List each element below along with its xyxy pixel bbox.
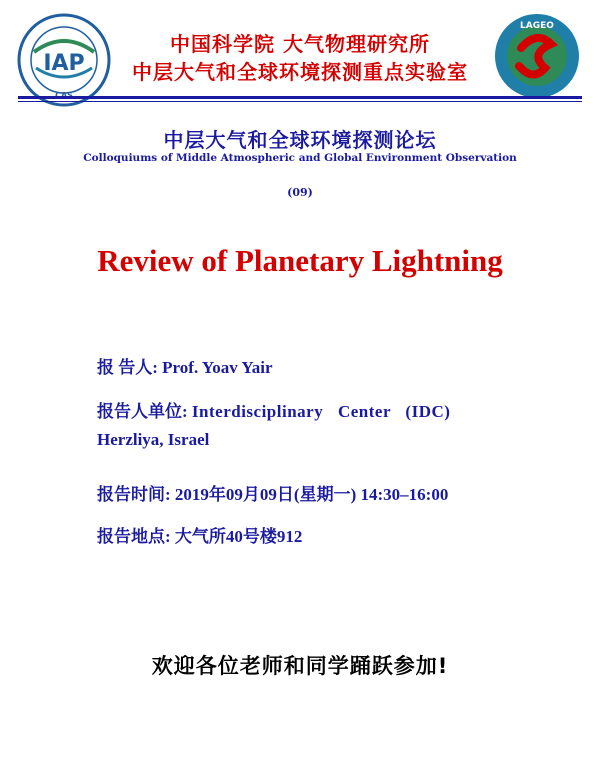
issue-number: (09) — [287, 186, 313, 199]
speaker-label: 报 告人: — [97, 358, 158, 377]
affiliation-value-line2: Herzliya, Israel — [97, 430, 210, 449]
time-value: 2019年09月09日(星期一) 14:30–16:00 — [174, 485, 449, 504]
header-divider — [18, 96, 582, 99]
time-label: 报告时间: — [97, 485, 171, 504]
welcome-message: 欢迎各位老师和同学踊跃参加! — [151, 654, 449, 678]
forum-title-cn: 中层大气和全球环境探测论坛 — [163, 128, 437, 152]
lageo-logo-text: LAGEO — [520, 21, 554, 31]
affiliation-label: 报告人单位: — [97, 402, 188, 421]
header-divider-thin — [18, 101, 582, 102]
speaker-row — [97, 353, 273, 378]
place-value: 大气所40号楼912 — [174, 527, 303, 546]
time-row — [97, 480, 448, 505]
talk-title: Review of Planetary Lightning — [97, 243, 503, 278]
institute-name: 中国科学院 大气物理研究所 — [170, 32, 430, 56]
affiliation-value: Interdisciplinary Center (IDC) — [191, 402, 451, 421]
speaker-value: Prof. Yoav Yair — [162, 358, 273, 377]
iap-logo-text: IAP — [43, 51, 85, 76]
lab-name: 中层大气和全球环境探测重点实验室 — [132, 60, 468, 84]
place-label: 报告地点: — [97, 527, 171, 546]
affiliation-row — [97, 397, 450, 422]
forum-title-en: Colloquiums of Middle Atmospheric and Global Environment Observation — [83, 152, 517, 164]
place-row — [97, 522, 302, 547]
